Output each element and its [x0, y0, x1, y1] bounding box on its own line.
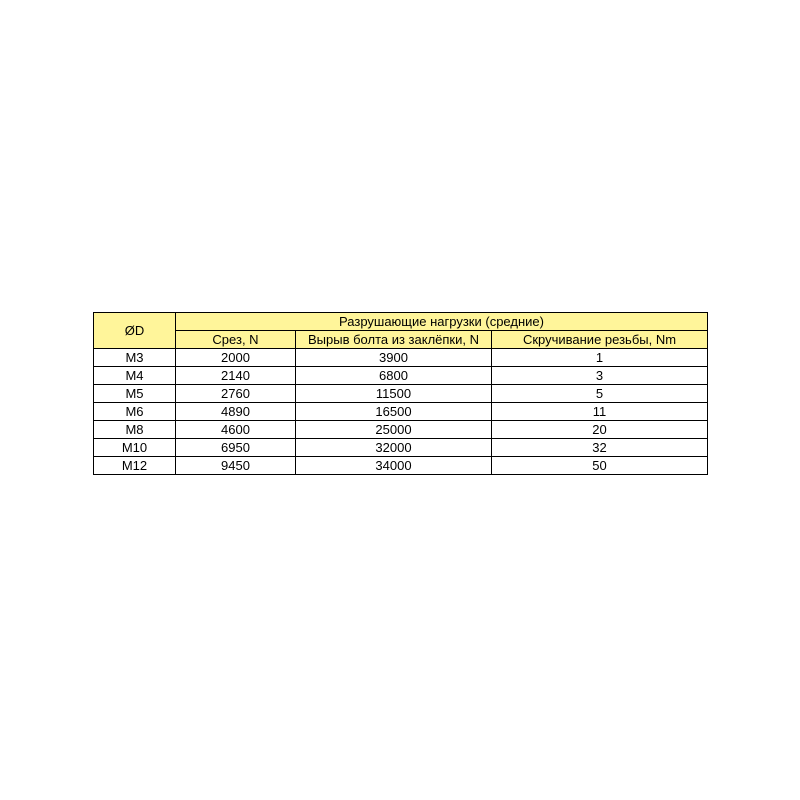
size-cell: M5 — [94, 385, 176, 403]
pull-out-cell: 25000 — [296, 421, 492, 439]
table-row — [94, 457, 708, 475]
torque-cell: 32 — [492, 439, 708, 457]
size-cell: M3 — [94, 349, 176, 367]
shear-cell: 2000 — [176, 349, 296, 367]
shear-cell: 9450 — [176, 457, 296, 475]
size-cell: M12 — [94, 457, 176, 475]
torque-cell: 50 — [492, 457, 708, 475]
size-cell: M6 — [94, 403, 176, 421]
torque-cell: 11 — [492, 403, 708, 421]
breaking-loads-table — [93, 312, 708, 475]
breaking-loads-group-header: Разрушающие нагрузки (средние) — [176, 313, 708, 331]
shear-cell: 4890 — [176, 403, 296, 421]
torque-cell: 1 — [492, 349, 708, 367]
table-row — [94, 385, 708, 403]
table-row — [94, 421, 708, 439]
shear-cell: 2760 — [176, 385, 296, 403]
size-cell: M10 — [94, 439, 176, 457]
diameter-header: ØD — [94, 313, 176, 349]
torque-cell: 3 — [492, 367, 708, 385]
pull-out-cell: 32000 — [296, 439, 492, 457]
shear-cell: 4600 — [176, 421, 296, 439]
thread-torque-header: Скручивание резьбы, Nm — [492, 331, 708, 349]
table-row — [94, 403, 708, 421]
pull-out-cell: 6800 — [296, 367, 492, 385]
torque-cell: 5 — [492, 385, 708, 403]
table-row — [94, 349, 708, 367]
shear-header: Срез, N — [176, 331, 296, 349]
shear-cell: 2140 — [176, 367, 296, 385]
size-cell: M4 — [94, 367, 176, 385]
pull-out-header: Вырыв болта из заклёпки, N — [296, 331, 492, 349]
table-row — [94, 367, 708, 385]
pull-out-cell: 3900 — [296, 349, 492, 367]
table-row — [94, 439, 708, 457]
torque-cell: 20 — [492, 421, 708, 439]
shear-cell: 6950 — [176, 439, 296, 457]
pull-out-cell: 34000 — [296, 457, 492, 475]
size-cell: M8 — [94, 421, 176, 439]
pull-out-cell: 11500 — [296, 385, 492, 403]
pull-out-cell: 16500 — [296, 403, 492, 421]
